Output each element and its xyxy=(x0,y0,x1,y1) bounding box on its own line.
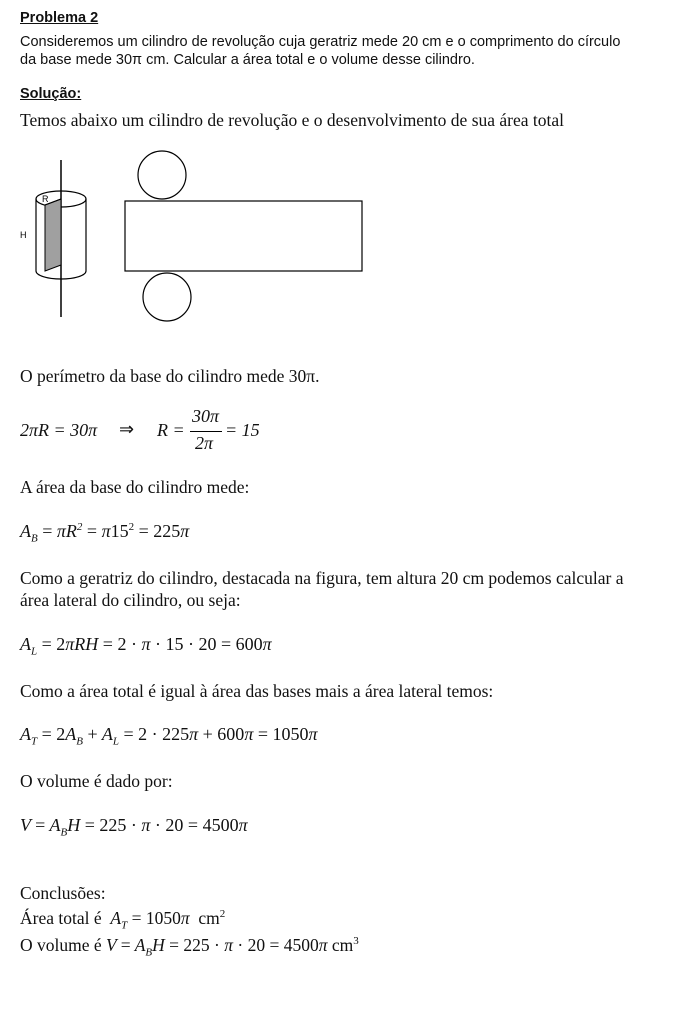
solution-heading: Solução: xyxy=(20,86,82,102)
lateral-text-line1: Como a geratriz do cilindro, destacada na figura, tem altura 20 cm podemos calcular a xyxy=(20,568,624,588)
eq-fraction-num: 30π xyxy=(192,406,220,426)
label-H: H xyxy=(20,230,27,240)
equation-volume: $V = A_BH = 225 \cdot \pi \cdot 20 = 4500\pi$ xyxy=(20,815,248,839)
cylinder-figure xyxy=(0,145,380,325)
total-text: Como a área total é igual à área das bases mais a área lateral temos: xyxy=(20,681,494,701)
volume-text: O volume é dado por: xyxy=(20,771,173,791)
conclusions-heading: Conclusões: xyxy=(20,883,106,903)
bottom-base-circle xyxy=(143,273,191,321)
conclusion-area: Área total é $A_T = 1050\pi$ $cm^2$ xyxy=(20,908,226,932)
problem-statement-line2: da base mede 30π cm. Calcular a área total e o volume desse cilindro. xyxy=(20,52,475,68)
eq-radius-r: R = xyxy=(157,420,185,440)
eq-fraction-bar xyxy=(190,431,222,432)
equation-base-area: $A_B = \pi R^2 = \pi 15^2 = 225\pi$ xyxy=(20,521,190,545)
eq-radius-lhs: 2πR = 30π xyxy=(20,420,98,440)
eq-fraction-den: 2π xyxy=(195,433,214,453)
problem-title: Problema 2 xyxy=(20,10,99,26)
eq-arrow: ⇒ xyxy=(119,419,135,439)
lateral-text-line2: área lateral do cilindro, ou seja: xyxy=(20,590,241,610)
equation-total-area: $A_T = 2A_B + A_L = 2 \cdot 225\pi + 600\pi = 1050\pi$ xyxy=(20,724,318,748)
solution-intro: Temos abaixo um cilindro de revolução e o desenvolvimento de sua área total xyxy=(20,110,565,130)
label-R: R xyxy=(42,194,49,204)
equation-lateral-area: $A_L = 2\pi RH = 2 \cdot \pi \cdot 15 \cdot 20 = 600\pi$ xyxy=(20,634,272,658)
base-text: A área da base do cilindro mede: xyxy=(20,477,250,497)
problem-statement-line1: Consideremos um cilindro de revolução cuja geratriz mede 20 cm e o comprimento do círculo xyxy=(20,34,621,50)
lateral-rectangle xyxy=(125,201,362,271)
generatrix-section xyxy=(45,199,61,271)
top-base-circle xyxy=(138,151,186,199)
eq-radius-result: = 15 xyxy=(225,420,260,440)
conclusion-volume: O volume é $V = A_BH = 225 \cdot \pi \cdot 20 = 4500\pi$ $cm^3$ xyxy=(20,935,359,959)
perimeter-text: O perímetro da base do cilindro mede 30π. xyxy=(20,366,320,386)
